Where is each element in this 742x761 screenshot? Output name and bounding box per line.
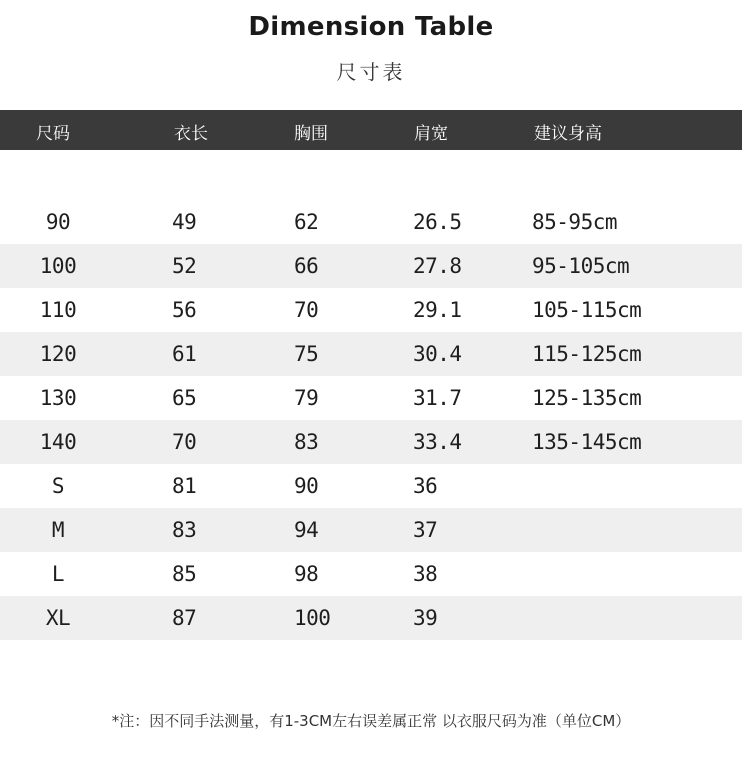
cell-size: L [51,562,65,586]
cell-size: M [51,518,65,542]
header-size: 尺码 [36,124,70,144]
page-title: Dimension Table [248,12,494,42]
cell-shoulder: 30.4 [413,342,462,366]
page-subtitle: 尺寸表 [336,60,406,84]
cell-chest: 94 [294,518,319,542]
table-row [0,508,742,552]
cell-size: S [51,474,65,498]
cell-length: 83 [172,518,197,542]
table-row [0,244,742,288]
cell-length: 56 [172,298,197,322]
table-row [0,420,742,464]
table-row [0,596,742,640]
header-height: 建议身高 [534,124,602,144]
cell-shoulder: 27.8 [413,254,462,278]
cell-height: 105-115cm [532,298,642,322]
cell-chest: 83 [294,430,319,454]
cell-chest: 90 [294,474,319,498]
cell-chest: 75 [294,342,319,366]
cell-chest: 100 [294,606,331,630]
cell-shoulder: 26.5 [413,210,462,234]
cell-height: 115-125cm [532,342,642,366]
table-row [0,200,742,244]
cell-shoulder: 29.1 [413,298,462,322]
cell-shoulder: 37 [413,518,438,542]
cell-height: 135-145cm [532,430,642,454]
cell-size: 130 [39,386,77,410]
cell-height: 125-135cm [532,386,642,410]
cell-size: 140 [39,430,77,454]
table-row [0,552,742,596]
cell-height: 95-105cm [532,254,630,278]
cell-length: 70 [172,430,197,454]
cell-length: 52 [172,254,197,278]
cell-size: 120 [39,342,77,366]
cell-length: 85 [172,562,197,586]
table-row [0,464,742,508]
table-row [0,376,742,420]
cell-length: 49 [172,210,197,234]
table-header [0,110,742,150]
cell-chest: 70 [294,298,319,322]
cell-size: XL [45,606,71,630]
cell-chest: 66 [294,254,319,278]
cell-height: 85-95cm [532,210,618,234]
header-length: 衣长 [174,124,208,144]
cell-length: 65 [172,386,197,410]
cell-size: 110 [39,298,77,322]
table-row [0,288,742,332]
cell-chest: 62 [294,210,319,234]
cell-size: 100 [39,254,77,278]
cell-length: 81 [172,474,197,498]
cell-shoulder: 38 [413,562,438,586]
table-body [0,200,742,640]
table-row [0,332,742,376]
cell-length: 87 [172,606,197,630]
header-chest: 胸围 [294,124,328,144]
cell-size: 90 [45,210,71,234]
cell-chest: 98 [294,562,319,586]
footnote: *注：因不同手法测量，有1-3CM左右误差属正常 以衣服尺码为准（单位CM） [111,712,631,730]
cell-chest: 79 [294,386,319,410]
cell-length: 61 [172,342,197,366]
cell-shoulder: 33.4 [413,430,462,454]
cell-shoulder: 36 [413,474,438,498]
cell-shoulder: 39 [413,606,438,630]
cell-shoulder: 31.7 [413,386,462,410]
header-shoulder: 肩宽 [414,124,448,144]
